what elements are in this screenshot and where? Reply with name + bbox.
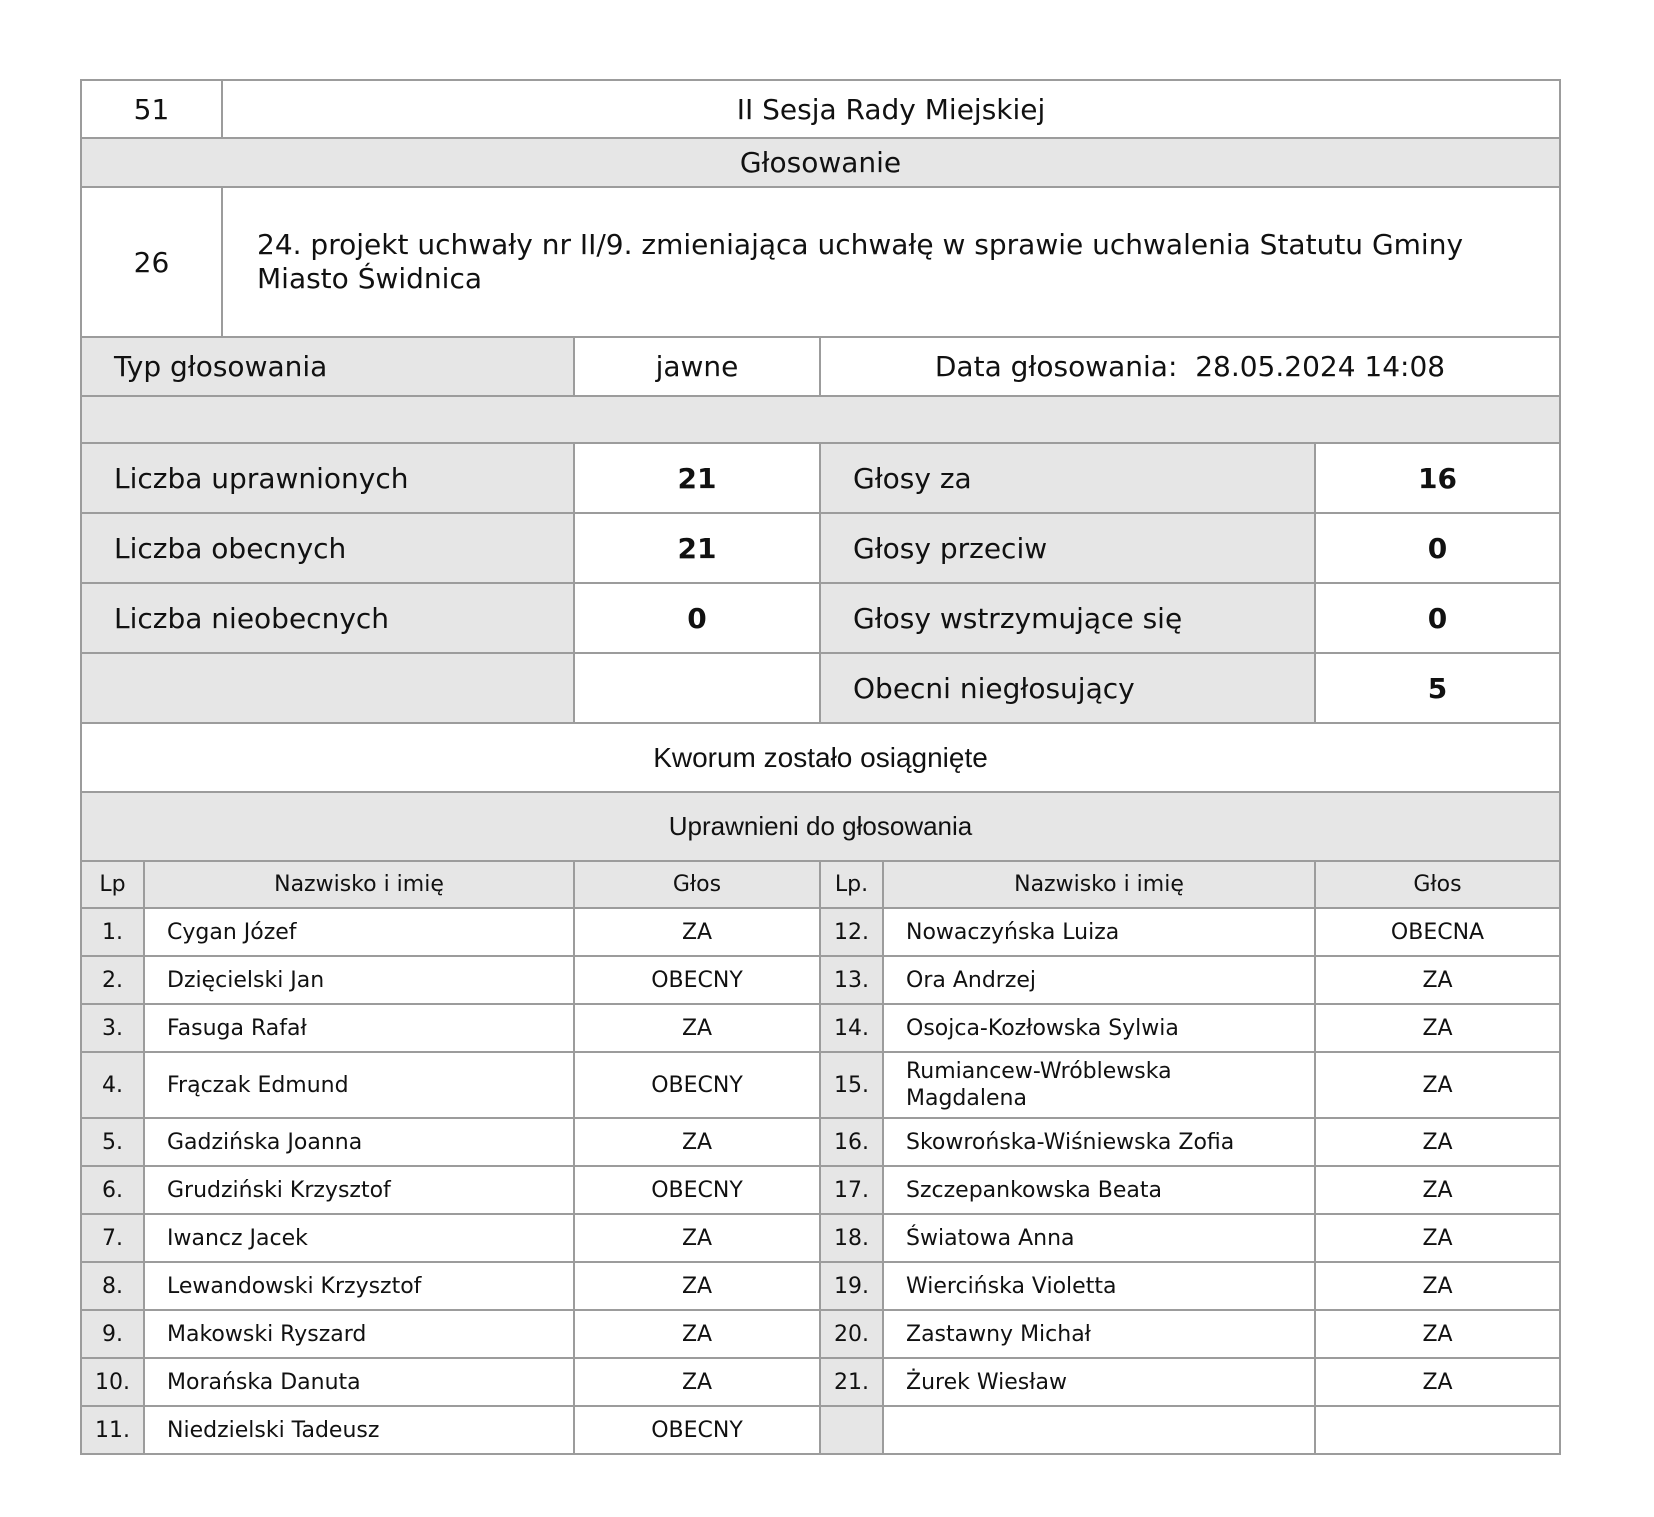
voter-vote: ZA: [1315, 956, 1560, 1004]
voter-name: Gadzińska Joanna: [144, 1118, 574, 1166]
vote-info-table: [80, 336, 1561, 397]
empty-label-cell: [81, 653, 574, 723]
voter-lp: 2.: [81, 956, 144, 1004]
voter-name: Morańska Danuta: [144, 1358, 574, 1406]
voter-name: Rumiancew-Wróblewska Magdalena: [883, 1052, 1315, 1118]
voter-vote: OBECNY: [574, 1166, 820, 1214]
voter-vote: OBECNY: [574, 1406, 820, 1454]
voter-vote: ZA: [1315, 1166, 1560, 1214]
voter-name: Skowrońska-Wiśniewska Zofia: [883, 1118, 1315, 1166]
abstain-value: 0: [1315, 583, 1560, 653]
section-title: Głosowanie: [81, 138, 1560, 187]
agenda-item-number: 26: [81, 187, 222, 337]
voter-lp: 13.: [820, 956, 883, 1004]
voter-lp: 12.: [820, 908, 883, 956]
eligible-label: Liczba uprawnionych: [81, 443, 574, 513]
voter-name: Żurek Wiesław: [883, 1358, 1315, 1406]
voter-vote: ZA: [574, 1262, 820, 1310]
quorum-table: [80, 722, 1561, 793]
empty-lp-cell: [820, 1406, 883, 1454]
voters-header-row: [81, 861, 1560, 908]
voter-vote: ZA: [1315, 1214, 1560, 1262]
table-row: [81, 1310, 1560, 1358]
voter-lp: 16.: [820, 1118, 883, 1166]
voter-name: Dzięcielski Jan: [144, 956, 574, 1004]
abstain-label: Głosy wstrzymujące się: [820, 583, 1315, 653]
voter-vote: OBECNA: [1315, 908, 1560, 956]
voter-lp: 11.: [81, 1406, 144, 1454]
eligible-value: 21: [574, 443, 820, 513]
voter-lp: 8.: [81, 1262, 144, 1310]
empty-value-cell: [574, 653, 820, 723]
table-row: [81, 1004, 1560, 1052]
col-lp-left: Lp: [81, 861, 144, 908]
empty-vote-cell: [1315, 1406, 1560, 1454]
voter-lp: 1.: [81, 908, 144, 956]
against-value: 0: [1315, 513, 1560, 583]
voter-vote: ZA: [1315, 1358, 1560, 1406]
voter-vote: ZA: [574, 1214, 820, 1262]
table-row: [81, 1166, 1560, 1214]
voter-vote: ZA: [1315, 1262, 1560, 1310]
vote-date-value: 28.05.2024 14:08: [1195, 350, 1446, 383]
vote-type-value: jawne: [574, 337, 820, 396]
col-name-right: Nazwisko i imię: [883, 861, 1315, 908]
table-row: [81, 956, 1560, 1004]
voter-name: Cygan Józef: [144, 908, 574, 956]
agenda-item-table: [80, 186, 1561, 338]
col-name-left: Nazwisko i imię: [144, 861, 574, 908]
voter-name: Frączak Edmund: [144, 1052, 574, 1118]
voter-vote: ZA: [574, 1358, 820, 1406]
voter-vote: ZA: [1315, 1004, 1560, 1052]
spacer-table: [80, 395, 1561, 444]
voter-lp: 14.: [820, 1004, 883, 1052]
table-row: [81, 1052, 1560, 1118]
voter-vote: ZA: [574, 1118, 820, 1166]
voters-table: [80, 860, 1561, 1455]
present-not-voting-value: 5: [1315, 653, 1560, 723]
voter-lp: 20.: [820, 1310, 883, 1358]
voter-name: Ora Andrzej: [883, 956, 1315, 1004]
vote-type-label: Typ głosowania: [81, 337, 574, 396]
voter-vote: ZA: [574, 908, 820, 956]
voter-name: Makowski Ryszard: [144, 1310, 574, 1358]
present-not-voting-label: Obecni niegłosujący: [820, 653, 1315, 723]
voter-lp: 6.: [81, 1166, 144, 1214]
col-lp-right: Lp.: [820, 861, 883, 908]
spacer-row: [81, 396, 1560, 443]
voter-lp: 10.: [81, 1358, 144, 1406]
voter-lp: 4.: [81, 1052, 144, 1118]
present-value: 21: [574, 513, 820, 583]
voter-lp: 18.: [820, 1214, 883, 1262]
voter-vote: OBECNY: [574, 1052, 820, 1118]
session-title: II Sesja Rady Miejskiej: [222, 80, 1560, 138]
voter-name: Grudziński Krzysztof: [144, 1166, 574, 1214]
section-title-table: [80, 137, 1561, 188]
table-row: [81, 1214, 1560, 1262]
voter-name: Wiercińska Violetta: [883, 1262, 1315, 1310]
table-row: [81, 1406, 1560, 1454]
voter-vote: ZA: [574, 1004, 820, 1052]
voter-vote: ZA: [1315, 1052, 1560, 1118]
vote-date-label: Data głosowania:: [934, 350, 1178, 383]
table-row: [81, 1358, 1560, 1406]
against-label: Głosy przeciw: [820, 513, 1315, 583]
col-vote-right: Głos: [1315, 861, 1560, 908]
present-label: Liczba obecnych: [81, 513, 574, 583]
quorum-status: Kworum zostało osiągnięte: [81, 723, 1560, 792]
vote-report: [80, 79, 1561, 1455]
voter-name: Nowaczyńska Luiza: [883, 908, 1315, 956]
voter-lp: 5.: [81, 1118, 144, 1166]
voter-name: Osojca-Kozłowska Sylwia: [883, 1004, 1315, 1052]
voter-vote: ZA: [574, 1310, 820, 1358]
voter-vote: OBECNY: [574, 956, 820, 1004]
voter-lp: 15.: [820, 1052, 883, 1118]
voter-lp: 21.: [820, 1358, 883, 1406]
list-title: Uprawnieni do głosowania: [81, 792, 1560, 861]
voter-lp: 3.: [81, 1004, 144, 1052]
absent-value: 0: [574, 583, 820, 653]
col-vote-left: Głos: [574, 861, 820, 908]
voter-name: Lewandowski Krzysztof: [144, 1262, 574, 1310]
voter-lp: 19.: [820, 1262, 883, 1310]
voter-name: Zastawny Michał: [883, 1310, 1315, 1358]
stats-table: [80, 442, 1561, 724]
voter-vote: ZA: [1315, 1118, 1560, 1166]
vote-date: [820, 337, 1560, 396]
list-title-table: [80, 791, 1561, 862]
session-number: 51: [81, 80, 222, 138]
voter-name: Niedzielski Tadeusz: [144, 1406, 574, 1454]
voter-name: Światowa Anna: [883, 1214, 1315, 1262]
table-row: [81, 908, 1560, 956]
voter-lp: 7.: [81, 1214, 144, 1262]
for-value: 16: [1315, 443, 1560, 513]
voter-lp: 9.: [81, 1310, 144, 1358]
voter-lp: 17.: [820, 1166, 883, 1214]
session-header-table: [80, 79, 1561, 139]
voter-name: Fasuga Rafał: [144, 1004, 574, 1052]
for-label: Głosy za: [820, 443, 1315, 513]
voter-name: Iwancz Jacek: [144, 1214, 574, 1262]
absent-label: Liczba nieobecnych: [81, 583, 574, 653]
table-row: [81, 1262, 1560, 1310]
empty-name-cell: [883, 1406, 1315, 1454]
voter-name: Szczepankowska Beata: [883, 1166, 1315, 1214]
table-row: [81, 1118, 1560, 1166]
voter-vote: ZA: [1315, 1310, 1560, 1358]
agenda-item-title: 24. projekt uchwały nr II/9. zmieniająca uchwałę w sprawie uchwalenia Statutu Gminy Miasto Świdnica: [222, 187, 1560, 337]
